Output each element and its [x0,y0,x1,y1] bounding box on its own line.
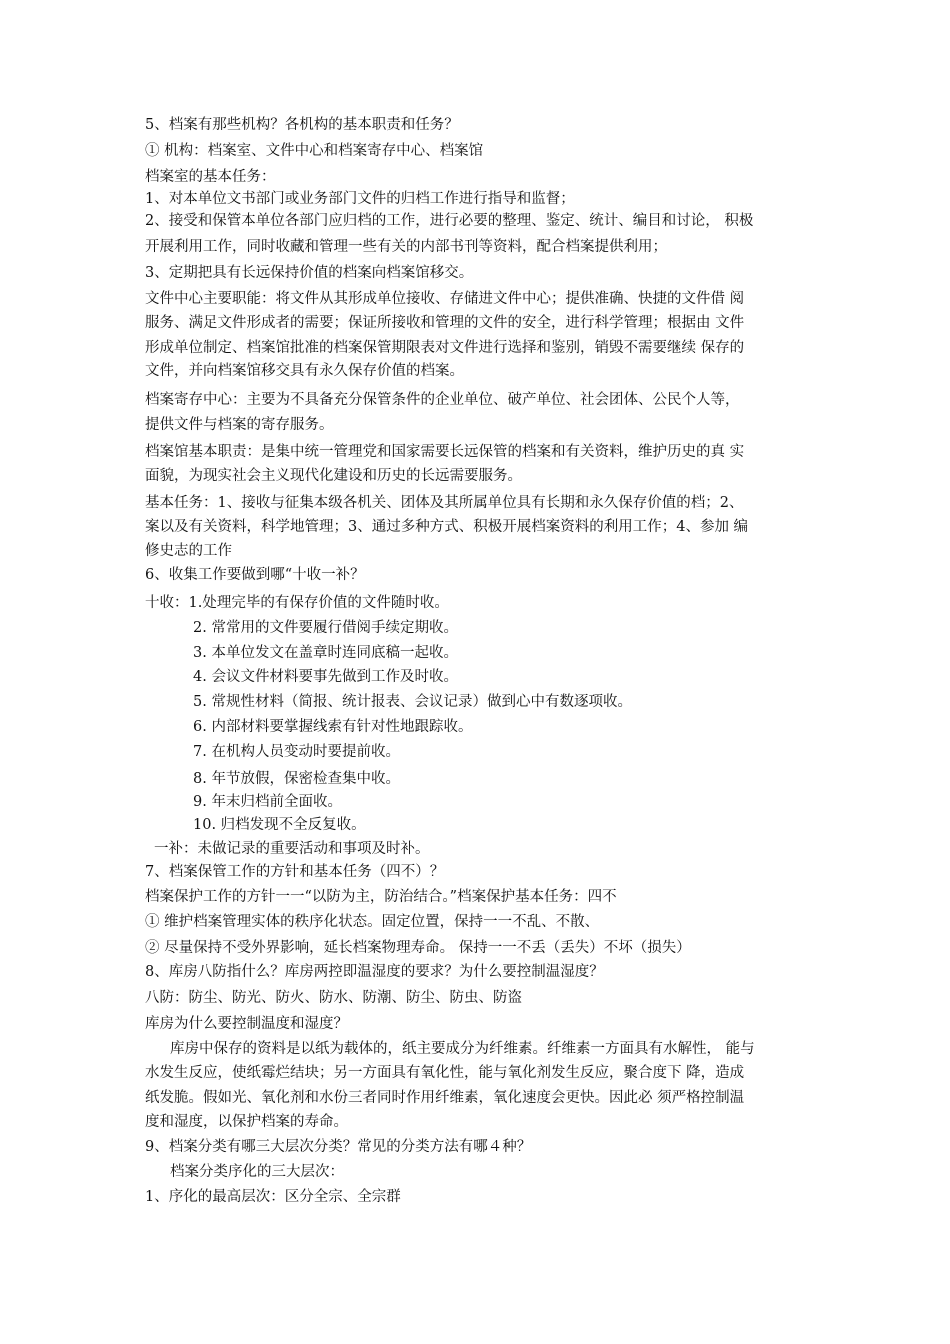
list-item: ① 维护档案管理实体的秩序化状态。固定位置，保持一一不乱、不散、 [145,914,600,930]
list-item: 十收：1.处理完毕的有保存价值的文件随时收。 [145,595,449,611]
list-item: 3. 本单位发文在盖章时连同底稿一起收。 [193,645,458,661]
paragraph-line: 基本任务：1、接收与征集本级各机关、团体及其所属单位具有长期和永久保存价值的档；2、 [145,495,744,511]
paragraph-line: 库房中保存的资料是以纸为载体的，纸主要成分为纤维素。纤维素一方面具有水解性， 能与 [170,1041,755,1057]
paragraph-line: 档案馆基本职责：是集中统一管理党和国家需要长远保管的档案和有关资料，维护历史的真 实 [145,444,745,460]
question-6-heading: 6、收集工作要做到哪“十收一补？ [145,567,365,583]
list-item: 9. 年末归档前全面收。 [193,794,342,810]
list-item: 一补：未做记录的重要活动和事项及时补。 [154,841,430,857]
list-item: 7. 在机构人员变动时要提前收。 [193,744,400,760]
paragraph-line: 服务、满足文件形成者的需要；保证所接收和管理的文件的安全，进行科学管理；根据由 文件 [145,315,745,331]
paragraph-line: 档案寄存中心：主要为不具备充分保管条件的企业单位、破产单位、社会团体、公民个人等， [145,392,740,408]
paragraph-line: 面貌，为现实社会主义现代化建设和历史的长远需要服务。 [145,468,522,484]
paragraph-line: 度和湿度，以保护档案的寿命。 [145,1114,348,1130]
question-5-heading: 5、档案有那些机构？各机构的基本职责和任务？ [145,117,459,133]
paragraph-line: 水发生反应，使纸霉烂结块；另一方面具有氧化性，能与氧化剂发生反应，聚合度下 降，造成 [145,1065,745,1081]
paragraph-line: 文件中心主要职能：将文件从其形成单位接收、存储进文件中心；提供准确、快捷的文件借 阅 [145,291,745,307]
paragraph-line: 2、接受和保管本单位各部门应归档的工作，进行必要的整理、鉴定、统计、编目和讨论， 积极 [145,213,754,229]
paragraph-line: 形成单位制定、档案馆批准的档案保管期限表对文件进行选择和鉴别，销毁不需要继续 保存的 [145,340,745,356]
list-item: 4. 会议文件材料要事先做到工作及时收。 [193,669,458,685]
question-7-heading: 7、档案保管工作的方针和基本任务（四不）？ [145,864,445,880]
list-item: 8. 年节放假，保密检查集中收。 [193,771,400,787]
paragraph-line: 提供文件与档案的寄存服务。 [145,417,334,433]
paragraph-line: 纸发脆。假如光、氧化剂和水份三者同时作用纤维素，氧化速度会更快。因此必 须严格控制温 [145,1090,745,1106]
paragraph-line: 八防：防尘、防光、防火、防水、防潮、防尘、防虫、防盗 [145,990,522,1006]
list-item: 5. 常规性材料（简报、统计报表、会议记录）做到心中有数逐项收。 [193,694,632,710]
paragraph-line: 档案分类序化的三大层次： [170,1164,344,1180]
list-item: ② 尽量保持不受外界影响，延长档案物理寿命。 保持一一不丢（丢失）不坏（损失） [145,940,691,956]
paragraph-line: 3、定期把具有长远保持价值的档案向档案馆移交。 [145,265,474,281]
question-8-heading: 8、库房八防指什么？库房两控即温湿度的要求？为什么要控制温湿度？ [145,964,604,980]
paragraph-line: 档案保护工作的方针一一“以防为主，防治结合。”档案保护基本任务：四不 [145,889,617,905]
paragraph-line: 开展利用工作，同时收藏和管理一些有关的内部书刊等资料，配合档案提供利用； [145,239,667,255]
institutions-line: ① 机构：档案室、文件中心和档案寄存中心、档案馆 [145,143,484,159]
paragraph-line: 1、对本单位文书部门或业务部门文件的归档工作进行指导和监督； [145,191,575,207]
paragraph-line: 文件，并向档案馆移交具有永久保存价值的档案。 [145,363,464,379]
paragraph-line: 库房为什么要控制温度和湿度？ [145,1016,348,1032]
paragraph-line: 修史志的工作 [145,543,232,559]
archive-room-tasks-heading: 档案室的基本任务： [145,169,276,185]
question-9-heading: 9、档案分类有哪三大层次分类？常见的分类方法有哪４种？ [145,1139,532,1155]
paragraph-line: 1、序化的最高层次：区分全宗、全宗群 [145,1189,401,1205]
list-item: 6. 内部材料要掌握线索有针对性地跟踪收。 [193,719,473,735]
paragraph-line: 案以及有关资料，科学地管理；3、通过多种方式、积极开展档案资料的利用工作；4、参加 编 [145,519,749,535]
list-item: 2. 常常用的文件要履行借阅手续定期收。 [193,620,458,636]
list-item: 10. 归档发现不全反复收。 [193,817,366,833]
